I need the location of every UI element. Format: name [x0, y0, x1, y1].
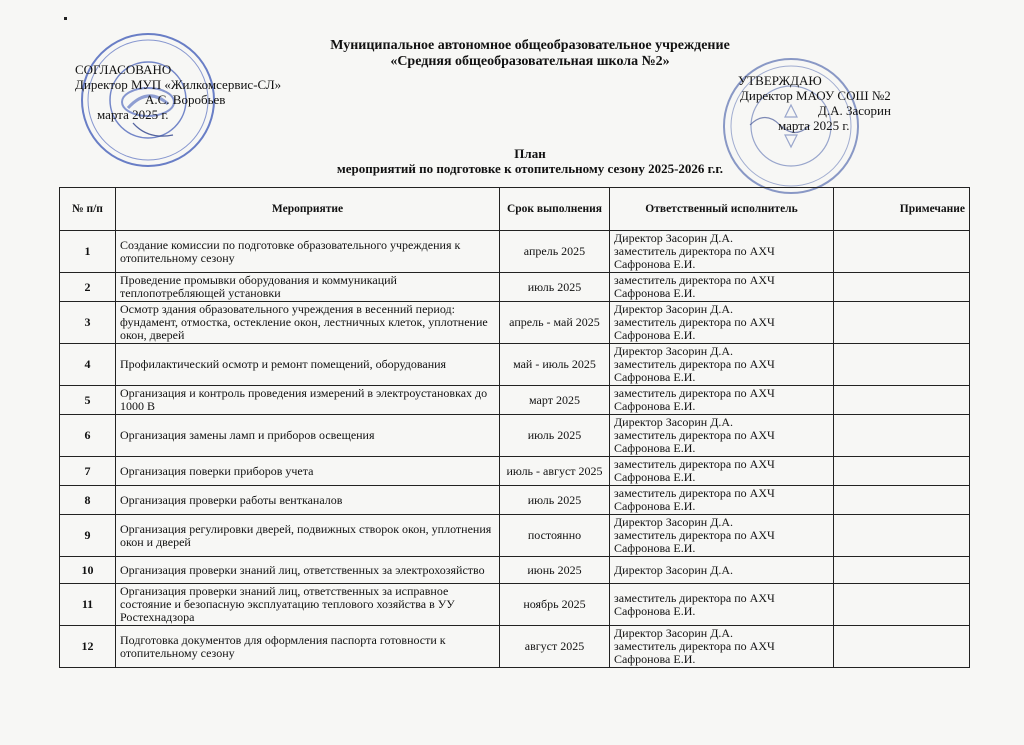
- responsible-line: Директор Засорин Д.А.: [614, 415, 734, 429]
- approval-date-rest: марта 2025 г.: [97, 107, 169, 122]
- table-row: [60, 557, 970, 584]
- responsible-line: Директор Засорин Д.А.: [614, 231, 734, 245]
- responsible-line: заместитель директора по АХЧ: [614, 273, 775, 287]
- cell-responsible: [610, 584, 834, 626]
- responsible-line: заместитель директора по АХЧ: [614, 590, 775, 605]
- cell-deadline: август 2025: [500, 626, 610, 668]
- cell-responsible: [610, 344, 834, 386]
- table-row: [60, 515, 970, 557]
- responsible-line: заместитель директора по АХЧ: [614, 315, 775, 329]
- cell-responsible: [610, 386, 834, 415]
- cell-number: 8: [60, 486, 116, 515]
- responsible-line: заместитель директора по АХЧ: [614, 428, 775, 442]
- cell-activity: Организация и контроль проведения измерений в электроустановках до 1000 В: [116, 386, 500, 415]
- approval-date: [75, 107, 281, 122]
- cell-note: [834, 626, 970, 668]
- cell-deadline: март 2025: [500, 386, 610, 415]
- cell-note: [834, 302, 970, 344]
- org-line-2: «Средняя общеобразовательная школа №2»: [390, 54, 670, 69]
- responsible-line: Сафронова Е.И.: [614, 441, 696, 455]
- responsible-line: заместитель директора по АХЧ: [614, 457, 775, 471]
- plan-title-block: [250, 146, 810, 176]
- table-row: [60, 273, 970, 302]
- cell-responsible: [610, 626, 834, 668]
- cell-activity: Организация проверки знаний лиц, ответственных за электрохозяйство: [116, 557, 500, 584]
- table-row: [60, 584, 970, 626]
- cell-note: [834, 515, 970, 557]
- responsible-line: Сафронова Е.И.: [614, 399, 696, 413]
- cell-number: 10: [60, 557, 116, 584]
- table-row: [60, 626, 970, 668]
- approval-date: [738, 118, 891, 133]
- responsible-line: Сафронова Е.И.: [614, 603, 696, 618]
- cell-deadline: постоянно: [500, 515, 610, 557]
- cell-activity: Осмотр здания образовательного учреждения в весенний период: фундамент, отмостка, остекление окон, лестничных клеток, уплотнение окон, дверей: [116, 302, 500, 344]
- table-row: [60, 302, 970, 344]
- plan-table: [59, 187, 970, 668]
- responsible-line: заместитель директора по АХЧ: [614, 357, 775, 371]
- cell-note: [834, 486, 970, 515]
- responsible-line: заместитель директора по АХЧ: [614, 244, 775, 258]
- cell-activity: Организация регулировки дверей, подвижных створок окон, уплотнения окон и дверей: [116, 515, 500, 557]
- cell-deadline: ноябрь 2025: [500, 584, 610, 626]
- cell-activity: Организация проверки знаний лиц, ответственных за исправное состояние и безопасную эксплуатацию теплового хозяйства в УУ Ростехнадзора: [116, 584, 500, 626]
- responsible-line: заместитель директора по АХЧ: [614, 528, 775, 542]
- table-row: [60, 415, 970, 457]
- cell-note: [834, 557, 970, 584]
- approval-date-rest: марта 2025 г.: [778, 118, 850, 133]
- col-header-number: № п/п: [60, 188, 116, 231]
- approval-position: Директор МУП «Жилкомсервис-СЛ»: [75, 77, 282, 92]
- responsible-line: Сафронова Е.И.: [614, 370, 696, 384]
- approval-name: Д.А. Засорин: [818, 103, 891, 118]
- responsible-line: Директор Засорин Д.А.: [614, 515, 734, 529]
- cell-responsible: [610, 302, 834, 344]
- approval-name: А.С. Воробьев: [145, 92, 226, 107]
- responsible-line: Сафронова Е.И.: [614, 652, 696, 666]
- approval-title: УТВЕРЖДАЮ: [738, 73, 822, 88]
- cell-activity: Организация проверки работы вентканалов: [116, 486, 500, 515]
- cell-number: 1: [60, 231, 116, 273]
- table-row: [60, 344, 970, 386]
- responsible-line: Директор Засорин Д.А.: [614, 626, 734, 640]
- cell-number: 2: [60, 273, 116, 302]
- cell-number: 6: [60, 415, 116, 457]
- cell-activity: Организация поверки приборов учета: [116, 457, 500, 486]
- table-header-row: [60, 188, 970, 231]
- responsible-line: Директор Засорин Д.А.: [614, 344, 734, 358]
- approval-block-left: [75, 62, 281, 122]
- plan-subtitle: мероприятий по подготовке к отопительному сезону 2025-2026 г.г.: [336, 161, 724, 176]
- cell-activity: Организация замены ламп и приборов освещения: [116, 415, 500, 457]
- cell-activity: Создание комиссии по подготовке образовательного учреждения к отопительному сезону: [116, 231, 500, 273]
- responsible-line: Сафронова Е.И.: [614, 470, 696, 484]
- cell-responsible: [610, 486, 834, 515]
- cell-number: 3: [60, 302, 116, 344]
- cell-note: [834, 457, 970, 486]
- cell-deadline: июль - август 2025: [500, 457, 610, 486]
- cell-note: [834, 344, 970, 386]
- cell-responsible: [610, 273, 834, 302]
- cell-deadline: июль 2025: [500, 273, 610, 302]
- responsible-line: Сафронова Е.И.: [614, 541, 696, 555]
- responsible-line: заместитель директора по АХЧ: [614, 386, 775, 400]
- cell-number: 4: [60, 344, 116, 386]
- cell-responsible: [610, 457, 834, 486]
- plan-title: План: [514, 146, 546, 161]
- approval-block-right: [738, 73, 891, 133]
- scan-speck: [64, 17, 67, 20]
- table-row: [60, 386, 970, 415]
- responsible-line: Директор Засорин Д.А.: [614, 562, 734, 577]
- table-row: [60, 486, 970, 515]
- cell-deadline: июль 2025: [500, 486, 610, 515]
- cell-deadline: май - июль 2025: [500, 344, 610, 386]
- cell-note: [834, 386, 970, 415]
- cell-deadline: июнь 2025: [500, 557, 610, 584]
- col-header-note: Примечание: [834, 188, 970, 231]
- col-header-activity: Мероприятие: [116, 188, 500, 231]
- responsible-line: Директор Засорин Д.А.: [614, 302, 734, 316]
- cell-deadline: июль 2025: [500, 415, 610, 457]
- responsible-line: Сафронова Е.И.: [614, 328, 696, 342]
- cell-responsible: [610, 415, 834, 457]
- cell-note: [834, 415, 970, 457]
- col-header-responsible: Ответственный исполнитель: [610, 188, 834, 231]
- table-body: [60, 231, 970, 668]
- cell-activity: Профилактический осмотр и ремонт помещений, оборудования: [116, 344, 500, 386]
- table-row: [60, 231, 970, 273]
- cell-number: 7: [60, 457, 116, 486]
- org-line-1: Муниципальное автономное общеобразовательное учреждение: [330, 38, 730, 53]
- approval-title: СОГЛАСОВАНО: [75, 62, 172, 77]
- cell-number: 5: [60, 386, 116, 415]
- cell-responsible: [610, 515, 834, 557]
- approval-position: Директор МАОУ СОШ №2: [740, 88, 891, 103]
- cell-note: [834, 231, 970, 273]
- cell-number: 11: [60, 584, 116, 626]
- responsible-line: Сафронова Е.И.: [614, 257, 696, 271]
- responsible-line: Сафронова Е.И.: [614, 499, 696, 513]
- cell-deadline: апрель - май 2025: [500, 302, 610, 344]
- cell-responsible: [610, 557, 834, 584]
- cell-note: [834, 273, 970, 302]
- cell-deadline: апрель 2025: [500, 231, 610, 273]
- cell-activity: Подготовка документов для оформления паспорта готовности к отопительному сезону: [116, 626, 500, 668]
- cell-number: 9: [60, 515, 116, 557]
- cell-activity: Проведение промывки оборудования и коммуникаций теплопотребляющей установки: [116, 273, 500, 302]
- cell-note: [834, 584, 970, 626]
- cell-number: 12: [60, 626, 116, 668]
- table-row: [60, 457, 970, 486]
- responsible-line: Сафронова Е.И.: [614, 286, 696, 300]
- col-header-deadline: Срок выполнения: [500, 188, 610, 231]
- responsible-line: заместитель директора по АХЧ: [614, 486, 775, 500]
- responsible-line: заместитель директора по АХЧ: [614, 639, 775, 653]
- cell-responsible: [610, 231, 834, 273]
